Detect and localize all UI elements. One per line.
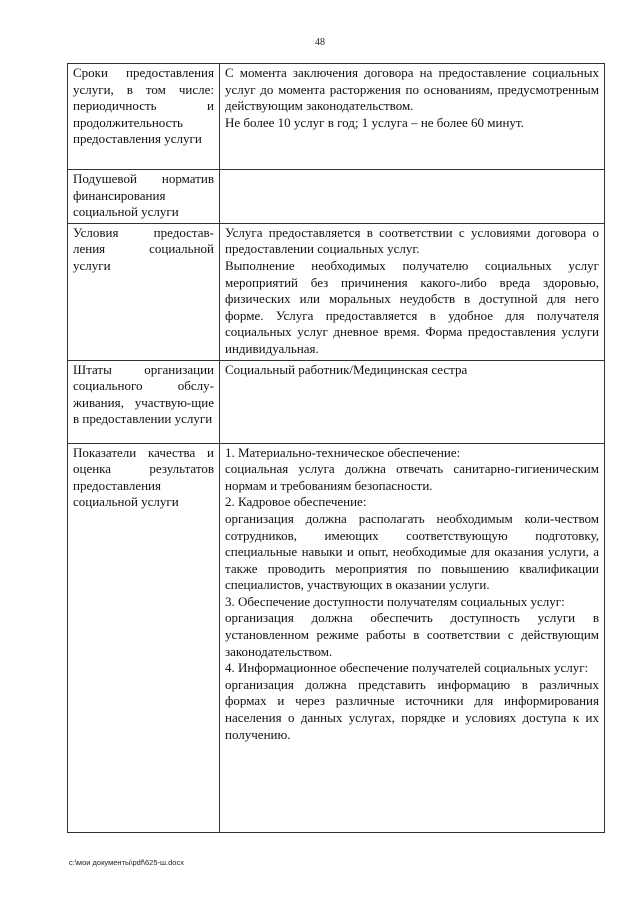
row-value (220, 64, 605, 170)
service-table (67, 63, 605, 833)
table-row (68, 64, 605, 170)
row-value-paragraph: социальная услуга должна отвечать санитарно-гигиеническим нормам и требованиям безопасности. (225, 461, 599, 493)
table-row (68, 170, 605, 224)
row-label: Штаты организации социального обслу-живания, участвую-щие в предоставлении услуги (68, 360, 220, 443)
row-value-paragraph: организация должна обеспечить доступность услуги в установленном режиме работы в соответствии с действующим законодательством. (225, 610, 599, 659)
row-value-paragraph: Услуга предоставляется в соответствии с условиями договора о предоставлении социальных услуг. (225, 224, 599, 257)
row-value-paragraph: 3. Обеспечение доступности получателям социальных услуг: (225, 593, 565, 609)
row-value-paragraph: организация должна представить информацию в различных формах и через различные источники для информирования населения о данных услугах, порядке и условиях доступа к их получению. (225, 676, 599, 742)
row-value-paragraph: 2. Кадровое обеспечение: (225, 494, 367, 510)
row-value (220, 170, 605, 224)
page-number: 48 (315, 37, 325, 48)
row-label: Подушевой норматив финансирования социальной услуги (68, 170, 220, 224)
table-row (68, 360, 605, 443)
row-value-paragraph: 4. Информационное обеспечение получателей социальных услуг: (225, 660, 589, 676)
table-row (68, 223, 605, 360)
row-value-paragraph: Социальный работник/Медицинская сестра (225, 361, 468, 377)
row-value-paragraph: организация должна располагать необходимым коли-чеством сотрудников, имеющих соответствующую подготовку, специальные навыки и опыт, необходимые для оказания услуги, а также проводить мероприятия по повышению квалификации специалистов, участвующих в оказании услуги. (225, 510, 599, 593)
row-label: Показатели качества и оценка результатов предоставления социальной услуги (68, 443, 220, 832)
document-file-path: c:\мои документы\pdf\625-ш.docx (69, 858, 184, 867)
row-value-paragraph: Выполнение необходимых получателю социальных услуг мероприятий без причинения какого-либо вреда здоровью, физических или моральных неудобств в доступной для него форме. Услуга предоставляется в удобное для получателя социальных услуг дневное время. Форма предоставления услуги индивидуальная. (225, 257, 599, 356)
row-label: Сроки предоставления услуги, в том числе: периодичность и продолжительность предоставления услуги (68, 64, 220, 170)
row-value-paragraph: Не более 10 услуг в год; 1 услуга – не более 60 минут. (225, 114, 524, 130)
row-value (220, 443, 605, 832)
row-label: Условия предостав-ления социальной услуги (68, 223, 220, 360)
row-value (220, 360, 605, 443)
row-value-paragraph: 1. Материально-техническое обеспечение: (225, 444, 461, 460)
row-value (220, 223, 605, 360)
table-row (68, 443, 605, 832)
row-value-paragraph: С момента заключения договора на предоставление социальных услуг до момента расторжения по основаниям, предусмотренным действующим законодательством. (225, 65, 599, 114)
service-table-body (68, 64, 605, 833)
